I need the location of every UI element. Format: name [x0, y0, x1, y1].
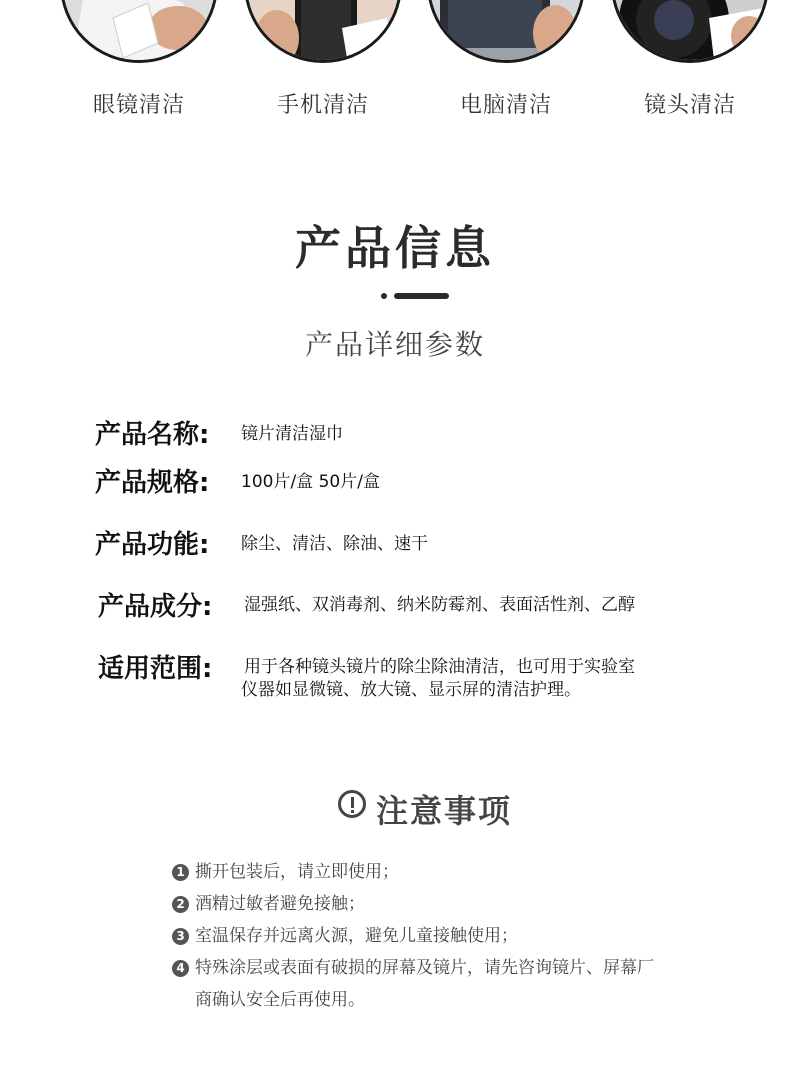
- number-badge-icon: 3: [172, 928, 189, 945]
- note-item: [172, 921, 518, 946]
- glasses-cleaning-photo-icon: [60, 0, 218, 63]
- note-text-cont: 商确认安全后再使用。: [195, 990, 365, 1010]
- note-text: 酒精过敏者避免接触；: [195, 894, 365, 914]
- spec-label: 适用范围:: [98, 654, 213, 684]
- note-text: 撕开包装后，请立即使用；: [195, 862, 399, 882]
- spec-label: 产品规格:: [95, 468, 210, 498]
- spec-label: 产品名称:: [95, 420, 210, 450]
- exclamation-circle-icon: [338, 790, 366, 818]
- usage-scenarios: [0, 0, 790, 140]
- spec-value: 镜片清洁湿巾: [241, 424, 343, 444]
- laptop-cleaning-photo-icon: [427, 0, 585, 63]
- spec-value: 用于各种镜头镜片的除尘除油清洁，也可用于实验室: [244, 657, 635, 677]
- spec-value: 除尘、清洁、除油、速干: [241, 534, 428, 554]
- use-glasses: [49, 0, 229, 140]
- divider-bar: [394, 293, 449, 299]
- product-info-title: 产品信息: [295, 221, 495, 275]
- title-divider: [381, 292, 451, 300]
- notes-title-text: 注意事项: [376, 792, 513, 830]
- spec-value: 100片/盒 50片/盒: [241, 472, 380, 492]
- use-label: 镜头清洁: [643, 93, 736, 118]
- number-badge-icon: 2: [172, 896, 189, 913]
- use-label: 眼镜清洁: [92, 93, 185, 118]
- camera-lens-cleaning-photo-icon: [611, 0, 769, 63]
- use-label: 电脑清洁: [459, 93, 552, 118]
- note-item: [172, 889, 365, 914]
- spec-label: 产品功能:: [95, 530, 210, 560]
- spec-label: 产品成分:: [98, 592, 213, 622]
- phone-cleaning-photo-icon: [244, 0, 402, 63]
- divider-dot: [381, 293, 387, 299]
- spec-value-cont: 仪器如显微镜、放大镜、显示屏的清洁护理。: [241, 680, 581, 700]
- use-phone: [233, 0, 413, 140]
- note-text: 特殊涂层或表面有破损的屏幕及镜片，请先咨询镜片、屏幕厂: [195, 958, 654, 978]
- number-badge-icon: 1: [172, 864, 189, 881]
- use-lens: [600, 0, 780, 140]
- note-item: [172, 857, 399, 882]
- note-text: 室温保存并远离火源，避免儿童接触使用；: [195, 926, 518, 946]
- use-laptop: [416, 0, 596, 140]
- spec-value: 湿强纸、双消毒剂、纳米防霉剂、表面活性剂、乙醇: [244, 595, 635, 615]
- use-label: 手机清洁: [276, 93, 369, 118]
- product-info-subtitle: 产品详细参数: [304, 328, 485, 361]
- note-item: [172, 953, 654, 978]
- number-badge-icon: 4: [172, 960, 189, 977]
